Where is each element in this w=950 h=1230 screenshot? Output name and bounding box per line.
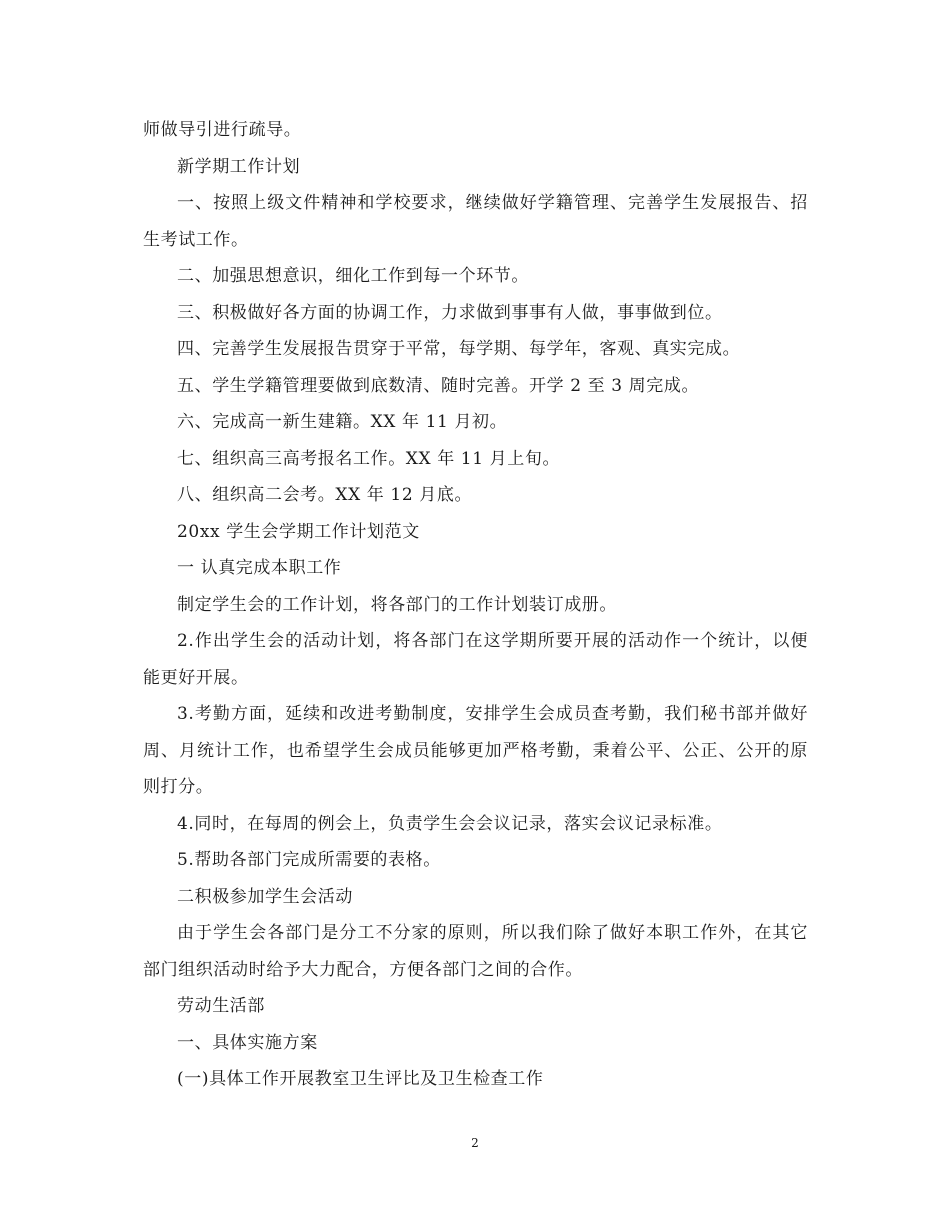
paragraph: 二、加强思想意识，细化工作到每一个环节。 xyxy=(177,266,529,286)
paragraph: 3.考勤方面，延续和改进考勤制度，安排学生会成员查考勤，我们秘书部并做好周、月统计工作，也希望学生会成员能够更加严格考勤，秉着公平、公正、公开的原则打分。 xyxy=(143,704,808,797)
section-heading: 劳动生活部 xyxy=(177,996,265,1016)
paragraph: 制定学生会的工作计划，将各部门的工作计划装订成册。 xyxy=(177,594,617,615)
paragraph: 三、积极做好各方面的协调工作，力求做到事事有人做，事事做到位。 xyxy=(177,302,723,323)
section-heading: 新学期工作计划 xyxy=(177,156,301,177)
paragraph: 四、完善学生发展报告贯穿于平常，每学期、每学年，客观、真实完成。 xyxy=(177,339,741,359)
page-number: 2 xyxy=(471,1136,479,1150)
section-heading: 一、具体实施方案 xyxy=(177,1032,318,1053)
paragraph: 4.同时，在每周的例会上，负责学生会会议记录，落实会议记录标准。 xyxy=(177,813,723,834)
paragraph: 六、完成高一新生建籍。XX 年 11 月初。 xyxy=(177,412,508,432)
paragraph: (一)具体工作开展教室卫生评比及卫生检查工作 xyxy=(177,1069,544,1089)
section-heading: 一 认真完成本职工作 xyxy=(177,558,342,578)
section-heading: 20xx 学生会学期工作计划范文 xyxy=(177,521,420,542)
paragraph: 2.作出学生会的活动计划，将各部门在这学期所要开展的活动作一个统计，以便能更好开展。 xyxy=(143,631,808,688)
paragraph: 五、学生学籍管理要做到底数清、随时完善。开学 2 至 3 周完成。 xyxy=(177,375,700,396)
paragraph: 由于学生会各部门是分工不分家的原则，所以我们除了做好本职工作外，在其它部门组织活动时给予大力配合，方便各部门之间的合作。 xyxy=(143,923,808,980)
document-body xyxy=(143,112,808,1098)
paragraph: 一、按照上级文件精神和学校要求，继续做好学籍管理、完善学生发展报告、招生考试工作。 xyxy=(143,193,808,250)
paragraph: 八、组织高二会考。XX 年 12 月底。 xyxy=(177,485,473,505)
paragraph: 5.帮助各部门完成所需要的表格。 xyxy=(177,850,441,870)
paragraph: 师做导引进行疏导。 xyxy=(143,120,302,140)
paragraph: 七、组织高三高考报名工作。XX 年 11 月上旬。 xyxy=(177,448,561,469)
section-heading: 二积极参加学生会活动 xyxy=(177,886,353,907)
